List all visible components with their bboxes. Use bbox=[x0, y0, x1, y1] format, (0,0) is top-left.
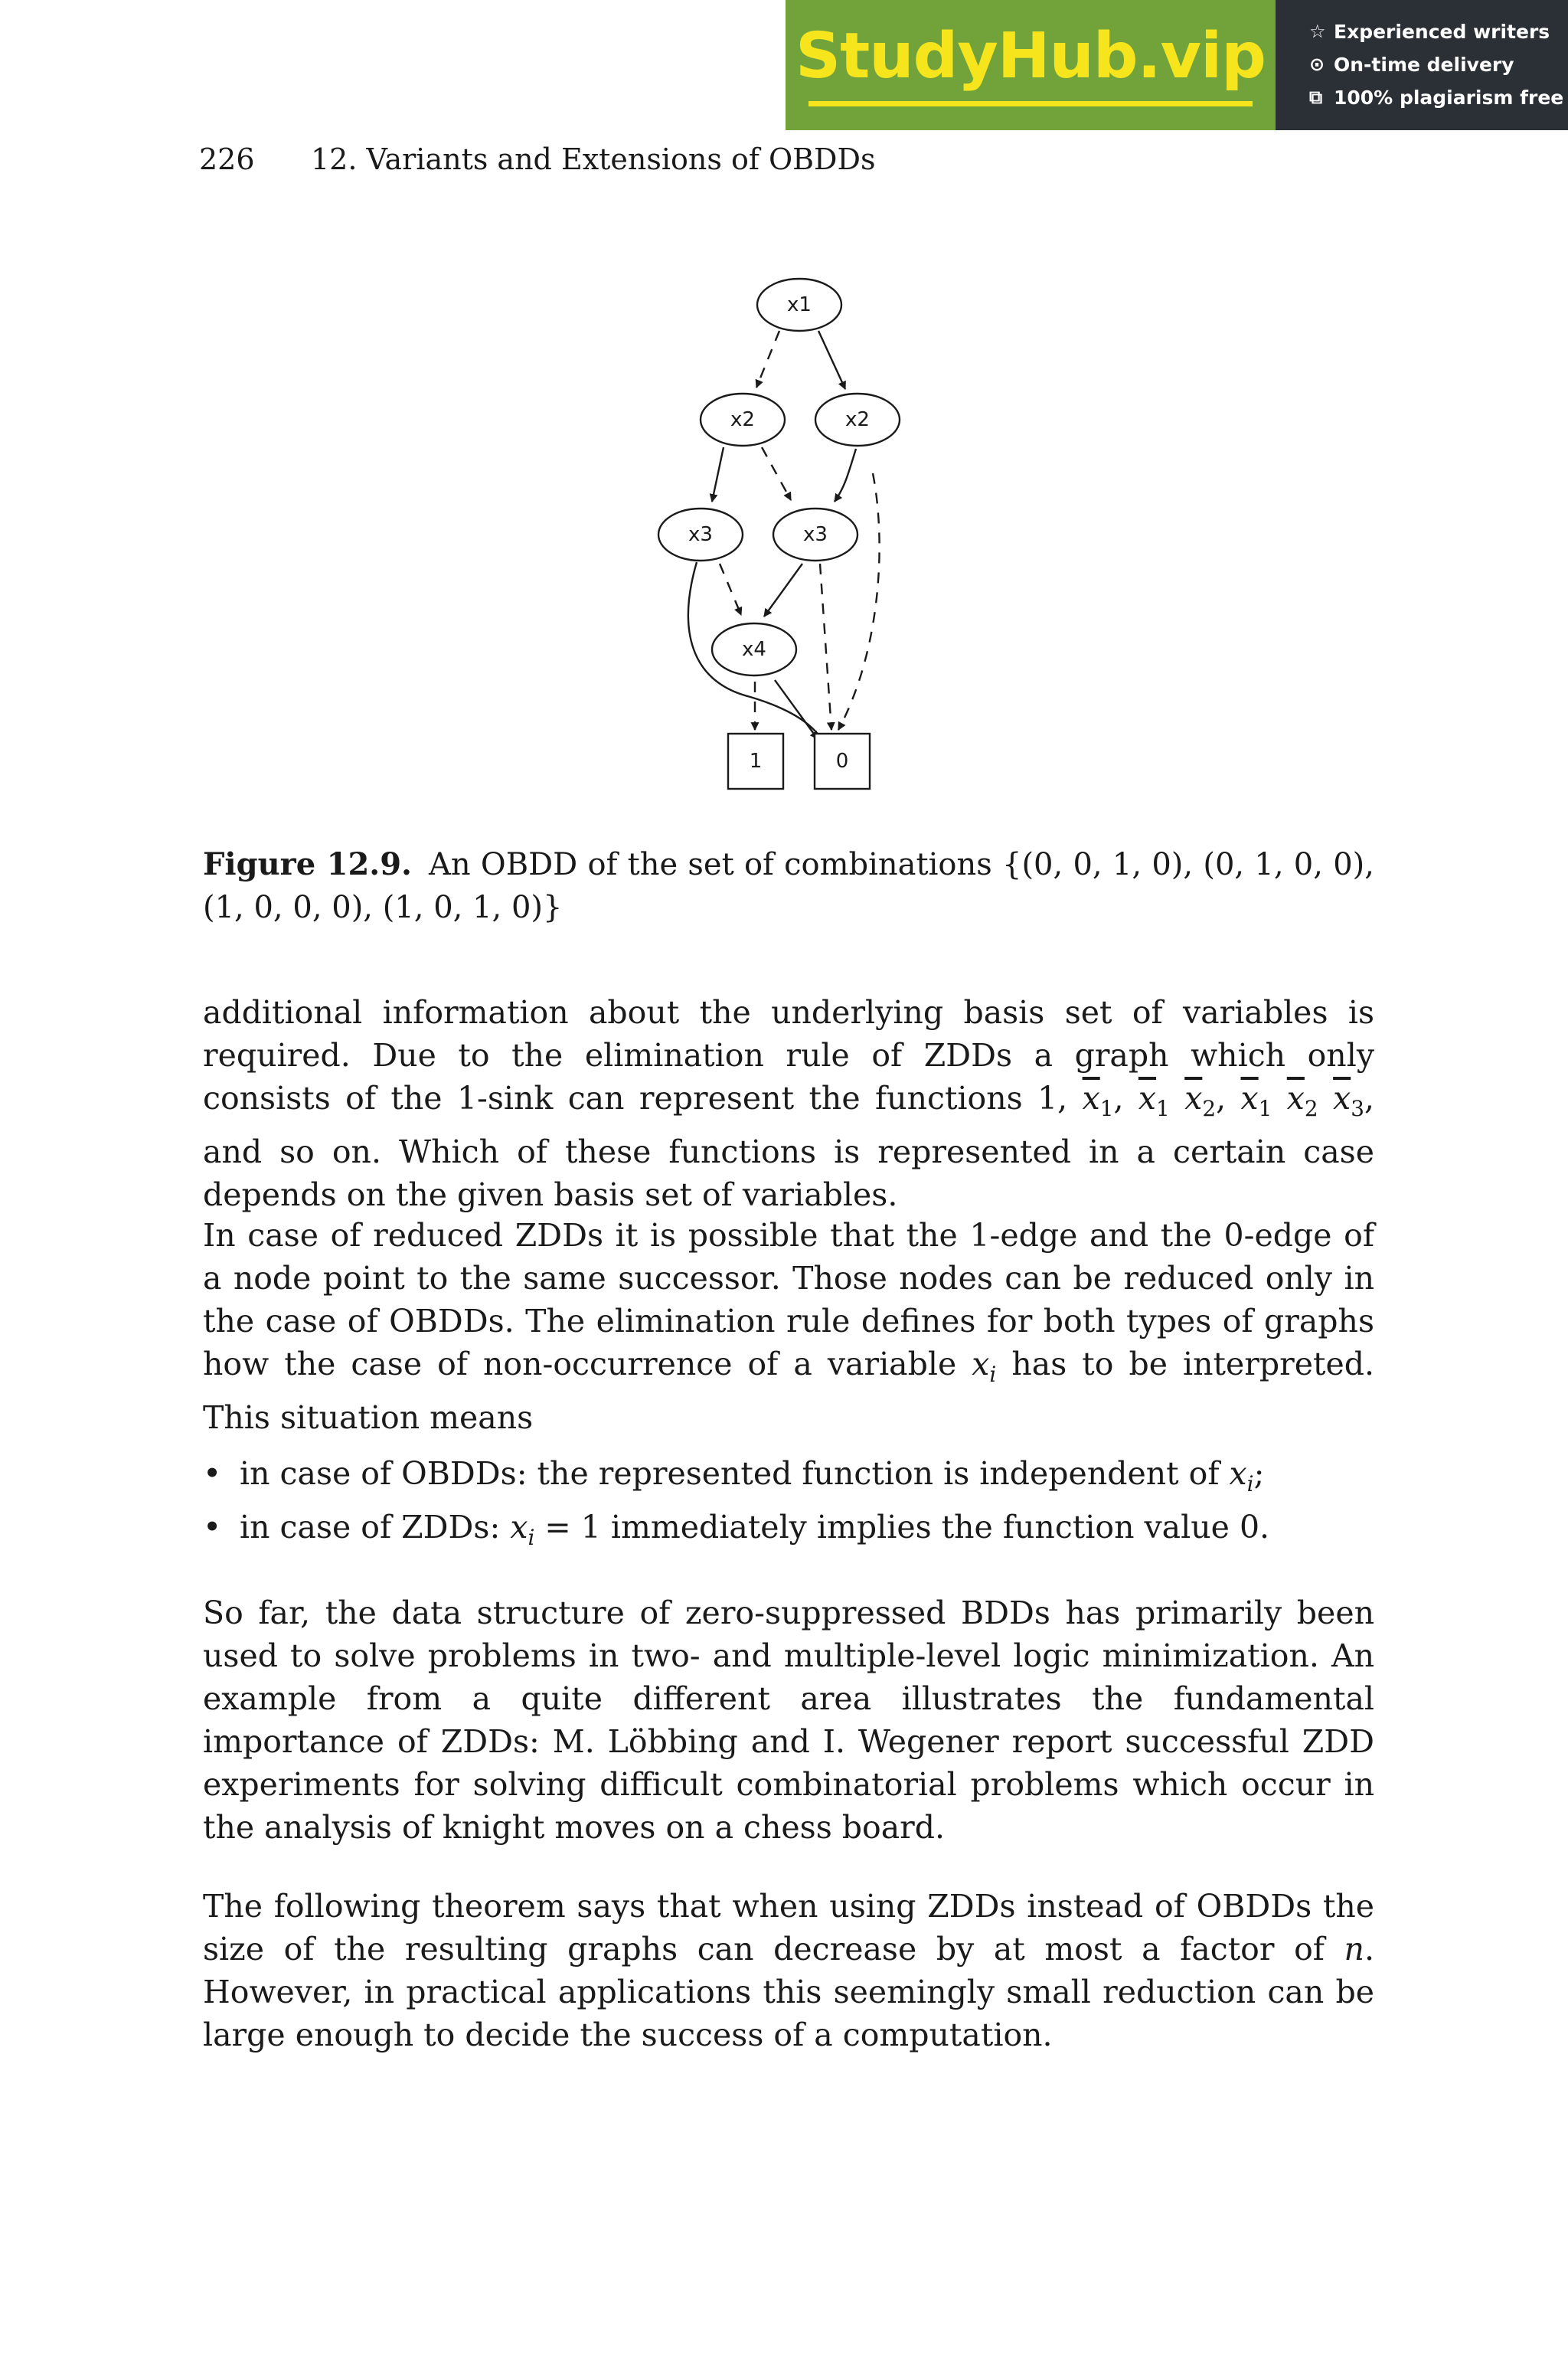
math-idx: i bbox=[528, 1525, 535, 1551]
node-label-x4: x4 bbox=[742, 638, 766, 661]
page-number: 226 bbox=[199, 142, 255, 176]
node-label-x3-right: x3 bbox=[803, 523, 828, 546]
paragraph-1: additional information about the underlying basis set of variables is required. Due to the elimination rule of ZDDs a graph which only consists of the 1-sink can represent the functions 1, $\overline{x}_1$, $\overline{x}_1$ $\overline{x}_2$, $\overline{x}_1$ $\overline{x}_2$ $\overline{x}_3$, and so on. Which of these functions is represented in a certain case depends on the given basis set of variables. bbox=[203, 994, 1374, 1214]
paragraph-2-text-a: In case of reduced ZDDs it is possible that the 1-edge and the 0-edge of a node point to the same successor. Those nodes can be reduced only in the case of OBDDs. The elimination rule defines for both types of graphs how the case of non-occurrence of a variable bbox=[203, 1217, 1374, 1382]
edge-x2-x3-solid-right bbox=[835, 449, 856, 502]
paragraph-2 bbox=[203, 1214, 1374, 1439]
paragraph-3: So far, the data structure of zero-suppressed BDDs has primarily been used to solve problems in two- and multiple-level logic minimization. An example from a quite different area illustrates the fundamental importance of ZDDs: M. Löbbing and I. Wegener report successful ZDD experiments for solving difficult combinatorial problems which occur in the analysis of knight moves on a chess board. bbox=[203, 1595, 1374, 1846]
math-var: x bbox=[1229, 1455, 1247, 1492]
bullet-item-obdd bbox=[203, 1455, 1264, 1496]
figure-label: Figure 12.9. bbox=[203, 846, 412, 882]
paragraph-1-text-a: additional information about the underlying basis set of variables is required. Due to the elimination rule of ZDDs a graph which only consists of the 1-sink can represent the functions 1, bbox=[203, 994, 1374, 1117]
math-idx: i bbox=[989, 1362, 997, 1388]
paragraph-4 bbox=[203, 1885, 1374, 2056]
sink-label-1: 1 bbox=[749, 750, 763, 773]
math-sub: 1 bbox=[1099, 1096, 1114, 1122]
paragraph-1-text-b: , and so on. Which of these functions is represented in a certain case depends on the given basis set of variables. bbox=[203, 1080, 1374, 1214]
bullet-2-text-a: in case of ZDDs: bbox=[240, 1509, 511, 1546]
math-var: x bbox=[972, 1346, 990, 1382]
feature-text: Experienced writers bbox=[1334, 20, 1550, 43]
math-sub: 2 bbox=[1202, 1096, 1217, 1122]
node-label-x2-left: x2 bbox=[730, 408, 755, 431]
sink-label-0: 0 bbox=[835, 750, 849, 773]
math-n: n bbox=[1344, 1931, 1364, 1967]
star-icon: ☆ bbox=[1309, 21, 1326, 42]
copy-icon: ⧉ bbox=[1309, 87, 1323, 108]
bullet-dot: • bbox=[203, 1509, 222, 1546]
feature-panel bbox=[1276, 0, 1568, 130]
edge-x3-0-dashed bbox=[820, 564, 831, 730]
math-var: $\overline{x}$ bbox=[1138, 1080, 1157, 1117]
obdd-diagram bbox=[643, 268, 903, 804]
feature-text: On-time delivery bbox=[1334, 53, 1514, 76]
feature-item bbox=[1309, 51, 1514, 77]
node-label-x3-left: x3 bbox=[688, 523, 713, 546]
math-sub: 1 bbox=[1258, 1096, 1272, 1122]
math-sub: 3 bbox=[1351, 1096, 1364, 1122]
feature-item bbox=[1309, 18, 1550, 44]
paragraph-4-text-a: The following theorem says that when using ZDDs instead of OBDDs the size of the resulting graphs can decrease by at most a factor of bbox=[203, 1888, 1374, 1967]
brand-logo: StudyHub.vip bbox=[795, 20, 1266, 93]
math-var: x bbox=[510, 1509, 528, 1546]
edge-x2-0-dashed bbox=[838, 473, 880, 730]
edge-x4-0-solid bbox=[775, 680, 818, 739]
math-sub: 2 bbox=[1304, 1096, 1318, 1122]
math-var: $\overline{x}$ bbox=[1286, 1080, 1305, 1117]
feature-text: 100% plagiarism free bbox=[1334, 86, 1564, 109]
edge-x2-x3-solid-left bbox=[712, 447, 724, 502]
clock-icon: ⊙ bbox=[1309, 54, 1325, 75]
edge-x2-x3-dashed bbox=[762, 447, 791, 500]
math-var: $\overline{x}$ bbox=[1333, 1080, 1351, 1117]
edge-x1-x2-solid bbox=[818, 331, 845, 389]
math-var: $\overline{x}$ bbox=[1240, 1080, 1259, 1117]
math-idx: i bbox=[1246, 1471, 1254, 1497]
math-sub: 1 bbox=[1156, 1096, 1170, 1122]
bullet-1-text-a: in case of OBDDs: the represented function is independent of bbox=[240, 1455, 1230, 1492]
chapter-title: 12. Variants and Extensions of OBDDs bbox=[311, 142, 876, 176]
feature-item bbox=[1309, 84, 1563, 110]
paragraph-2-text-b: has to be interpreted. This situation means bbox=[203, 1346, 1374, 1437]
node-label-x2-right: x2 bbox=[845, 408, 870, 431]
edge-x3-x4-solid bbox=[764, 564, 802, 617]
edge-x3-x4-dashed bbox=[720, 564, 741, 615]
bullet-dot: • bbox=[203, 1455, 222, 1492]
math-var: $\overline{x}$ bbox=[1082, 1080, 1100, 1117]
figure-caption-text: An OBDD of the set of combinations {(0, 0, 1, 0), (0, 1, 0, 0), (1, 0, 0, 0), (1, 0, 1, 0)} bbox=[203, 847, 1374, 925]
studyhub-banner[interactable] bbox=[786, 0, 1276, 130]
bullet-1-text-b: ; bbox=[1253, 1455, 1265, 1492]
edge-x1-x2-dashed bbox=[756, 331, 779, 388]
node-label-x1: x1 bbox=[787, 293, 812, 316]
paragraph-4-text-b: . However, in practical applications this seemingly small reduction can be large enough to decide the success of a computation. bbox=[203, 1931, 1374, 2053]
bullet-2-text-b: = 1 immediately implies the function value 0. bbox=[534, 1509, 1270, 1546]
figure-caption bbox=[203, 843, 1374, 929]
brand-underline bbox=[808, 101, 1253, 106]
math-var: $\overline{x}$ bbox=[1184, 1080, 1203, 1117]
bullet-item-zdd bbox=[203, 1509, 1269, 1550]
